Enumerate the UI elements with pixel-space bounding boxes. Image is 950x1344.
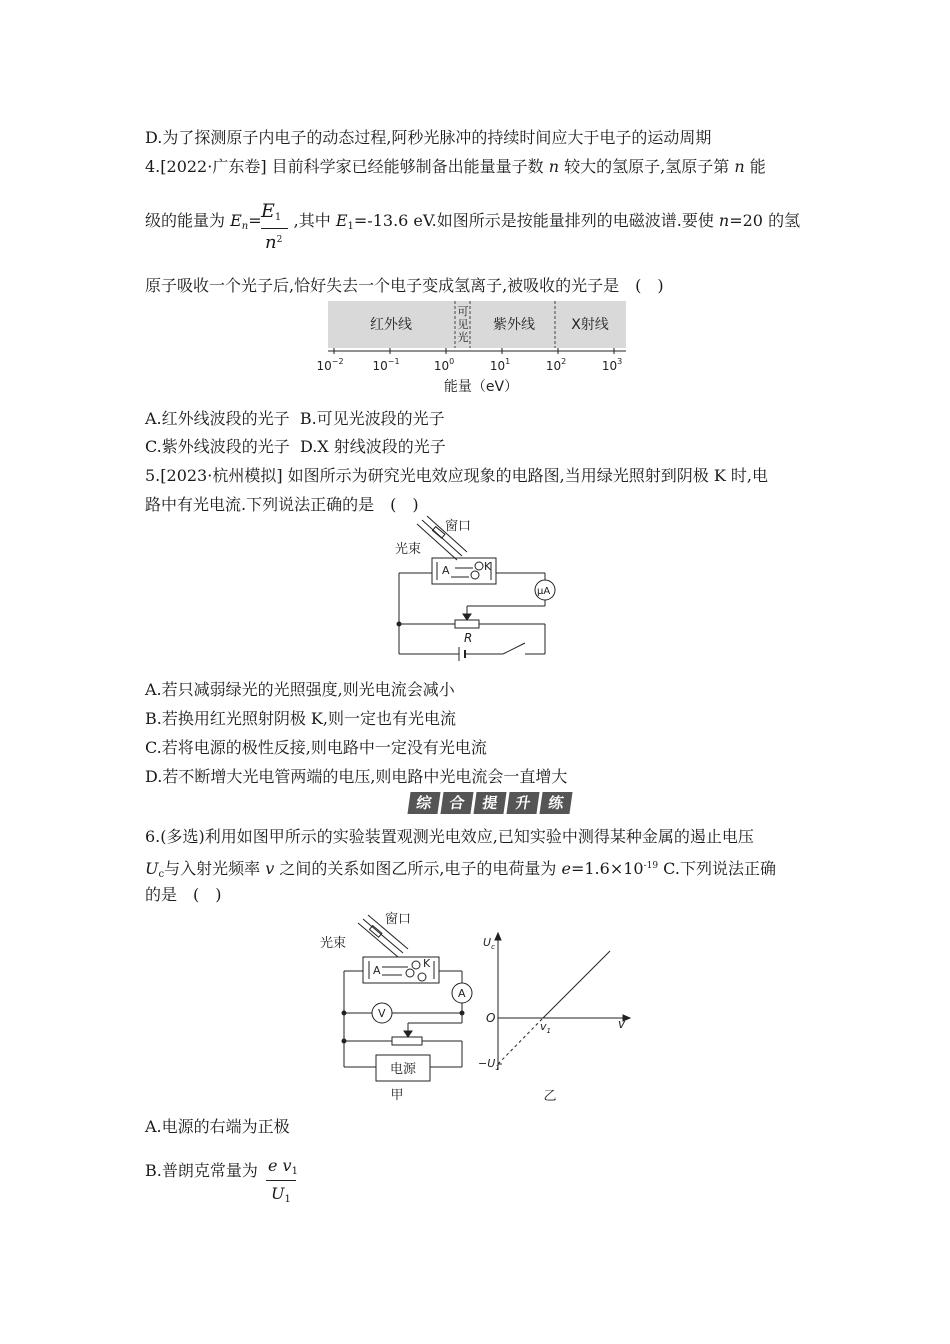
q4-options-cd: C.紫外线波段的光子 D.X 射线波段的光子	[145, 437, 446, 456]
q6-voltmeter-label: V	[378, 1007, 386, 1020]
q5-stem-line2: 路中有光电流.下列说法正确的是 ( )	[145, 495, 419, 514]
section-banner: 综 合 提 升 练	[409, 792, 571, 814]
q3-option-d: D.为了探测原子内电子的动态过程,阿秒光脉冲的持续时间应大于电子的运动周期	[145, 128, 712, 147]
q5-beam-label: 光束	[395, 542, 422, 557]
q4-options-ab: A.红外线波段的光子 B.可见光波段的光子	[145, 409, 445, 428]
svg-text:101: $10^1$	[489, 357, 511, 373]
q4-stem-line1: 4.[2022·广东卷] 目前科学家已经能够制备出能量量子数 n 较大的氢原子,氢原子第 n 能	[145, 157, 766, 176]
q5-option-c: C.若将电源的极性反接,则电路中一定没有光电流	[145, 738, 487, 757]
band-infrared: 红外线	[370, 317, 412, 333]
q6-figure-yi	[478, 930, 638, 1105]
q6-option-a: A.电源的右端为正极	[145, 1117, 290, 1136]
q6-window-label: 窗口	[385, 912, 412, 927]
q6-stem-line2: $U_c$与入射光频率 v 之间的关系如图乙所示,电子的电荷量为 $e=1.6\times 10^{-19}$ C.下列说法正确	[145, 859, 776, 880]
q4-stem-line3: 原子吸收一个光子后,恰好失去一个电子变成氢离子,被吸收的光子是 ( )	[145, 276, 664, 295]
q6-stem-line1: 6.(多选)利用如图甲所示的实验装置观测光电效应,已知实验中测得某种金属的遏止电压	[145, 827, 754, 846]
q6-caption-jia: 甲	[390, 1088, 404, 1103]
em-spectrum-figure	[318, 298, 638, 398]
q6-beam-label: 光束	[320, 936, 347, 951]
q5-option-d: D.若不断增大光电管两端的电压,则电路中光电流会一直增大	[145, 767, 568, 786]
q6-figure-jia	[318, 905, 478, 1105]
svg-text:−U1: $-U_1$	[478, 1057, 500, 1072]
q6-source-label: 电源	[389, 1062, 417, 1077]
svg-text:103: $10^3$	[601, 357, 623, 373]
x-axis-label: v	[618, 1017, 626, 1031]
q6-cathode-label: K	[423, 957, 431, 970]
q5-resistor-label: R	[464, 631, 473, 645]
q5-circuit-figure	[385, 516, 560, 666]
svg-text:100: $10^0$	[433, 357, 455, 373]
q5-anode-label: A	[442, 564, 450, 577]
q5-meter-label: μA	[537, 586, 551, 597]
q5-window-label: 窗口	[445, 519, 472, 534]
q6-anode-label: A	[373, 964, 381, 977]
band-visible-3: 光	[457, 331, 469, 344]
q4-stem-line2: 级的能量为 $E_n=$ ,其中 $E_1=-13.6$ eV.如图所示是按能量排列的电磁波谱.要使 n=20 的氢	[145, 211, 801, 232]
band-visible-1: 可	[457, 305, 469, 318]
svg-text:10−2: $10^{-2}$	[316, 357, 344, 373]
q5-cathode-label: K	[484, 560, 492, 573]
spectrum-xlabel: 能量（eV）	[443, 379, 519, 395]
svg-text:Uc: $U_c$	[483, 936, 495, 951]
q6-caption-yi: 乙	[543, 1089, 557, 1104]
q5-option-a: A.若只减弱绿光的光照强度,则光电流会减小	[145, 680, 455, 699]
q6-ammeter-label: A	[458, 987, 466, 1000]
band-xray: X射线	[571, 317, 609, 333]
svg-text:102: $10^2$	[545, 357, 567, 373]
origin-label: O	[486, 1011, 496, 1025]
band-visible-2: 见	[457, 318, 469, 331]
q6-stem-line3: 的是 ( )	[145, 885, 222, 904]
q6-option-b: B.普朗克常量为	[145, 1161, 258, 1180]
svg-text:v1: $v_1$	[540, 1020, 551, 1035]
q5-stem-line1: 5.[2023·杭州模拟] 如图所示为研究光电效应现象的电路图,当用绿光照射到阴极 K 时,电	[145, 466, 768, 485]
q5-option-b: B.若换用红光照射阴极 K,则一定也有光电流	[145, 709, 456, 728]
band-ultraviolet: 紫外线	[493, 317, 535, 333]
svg-text:10−1: $10^{-1}$	[372, 357, 400, 373]
